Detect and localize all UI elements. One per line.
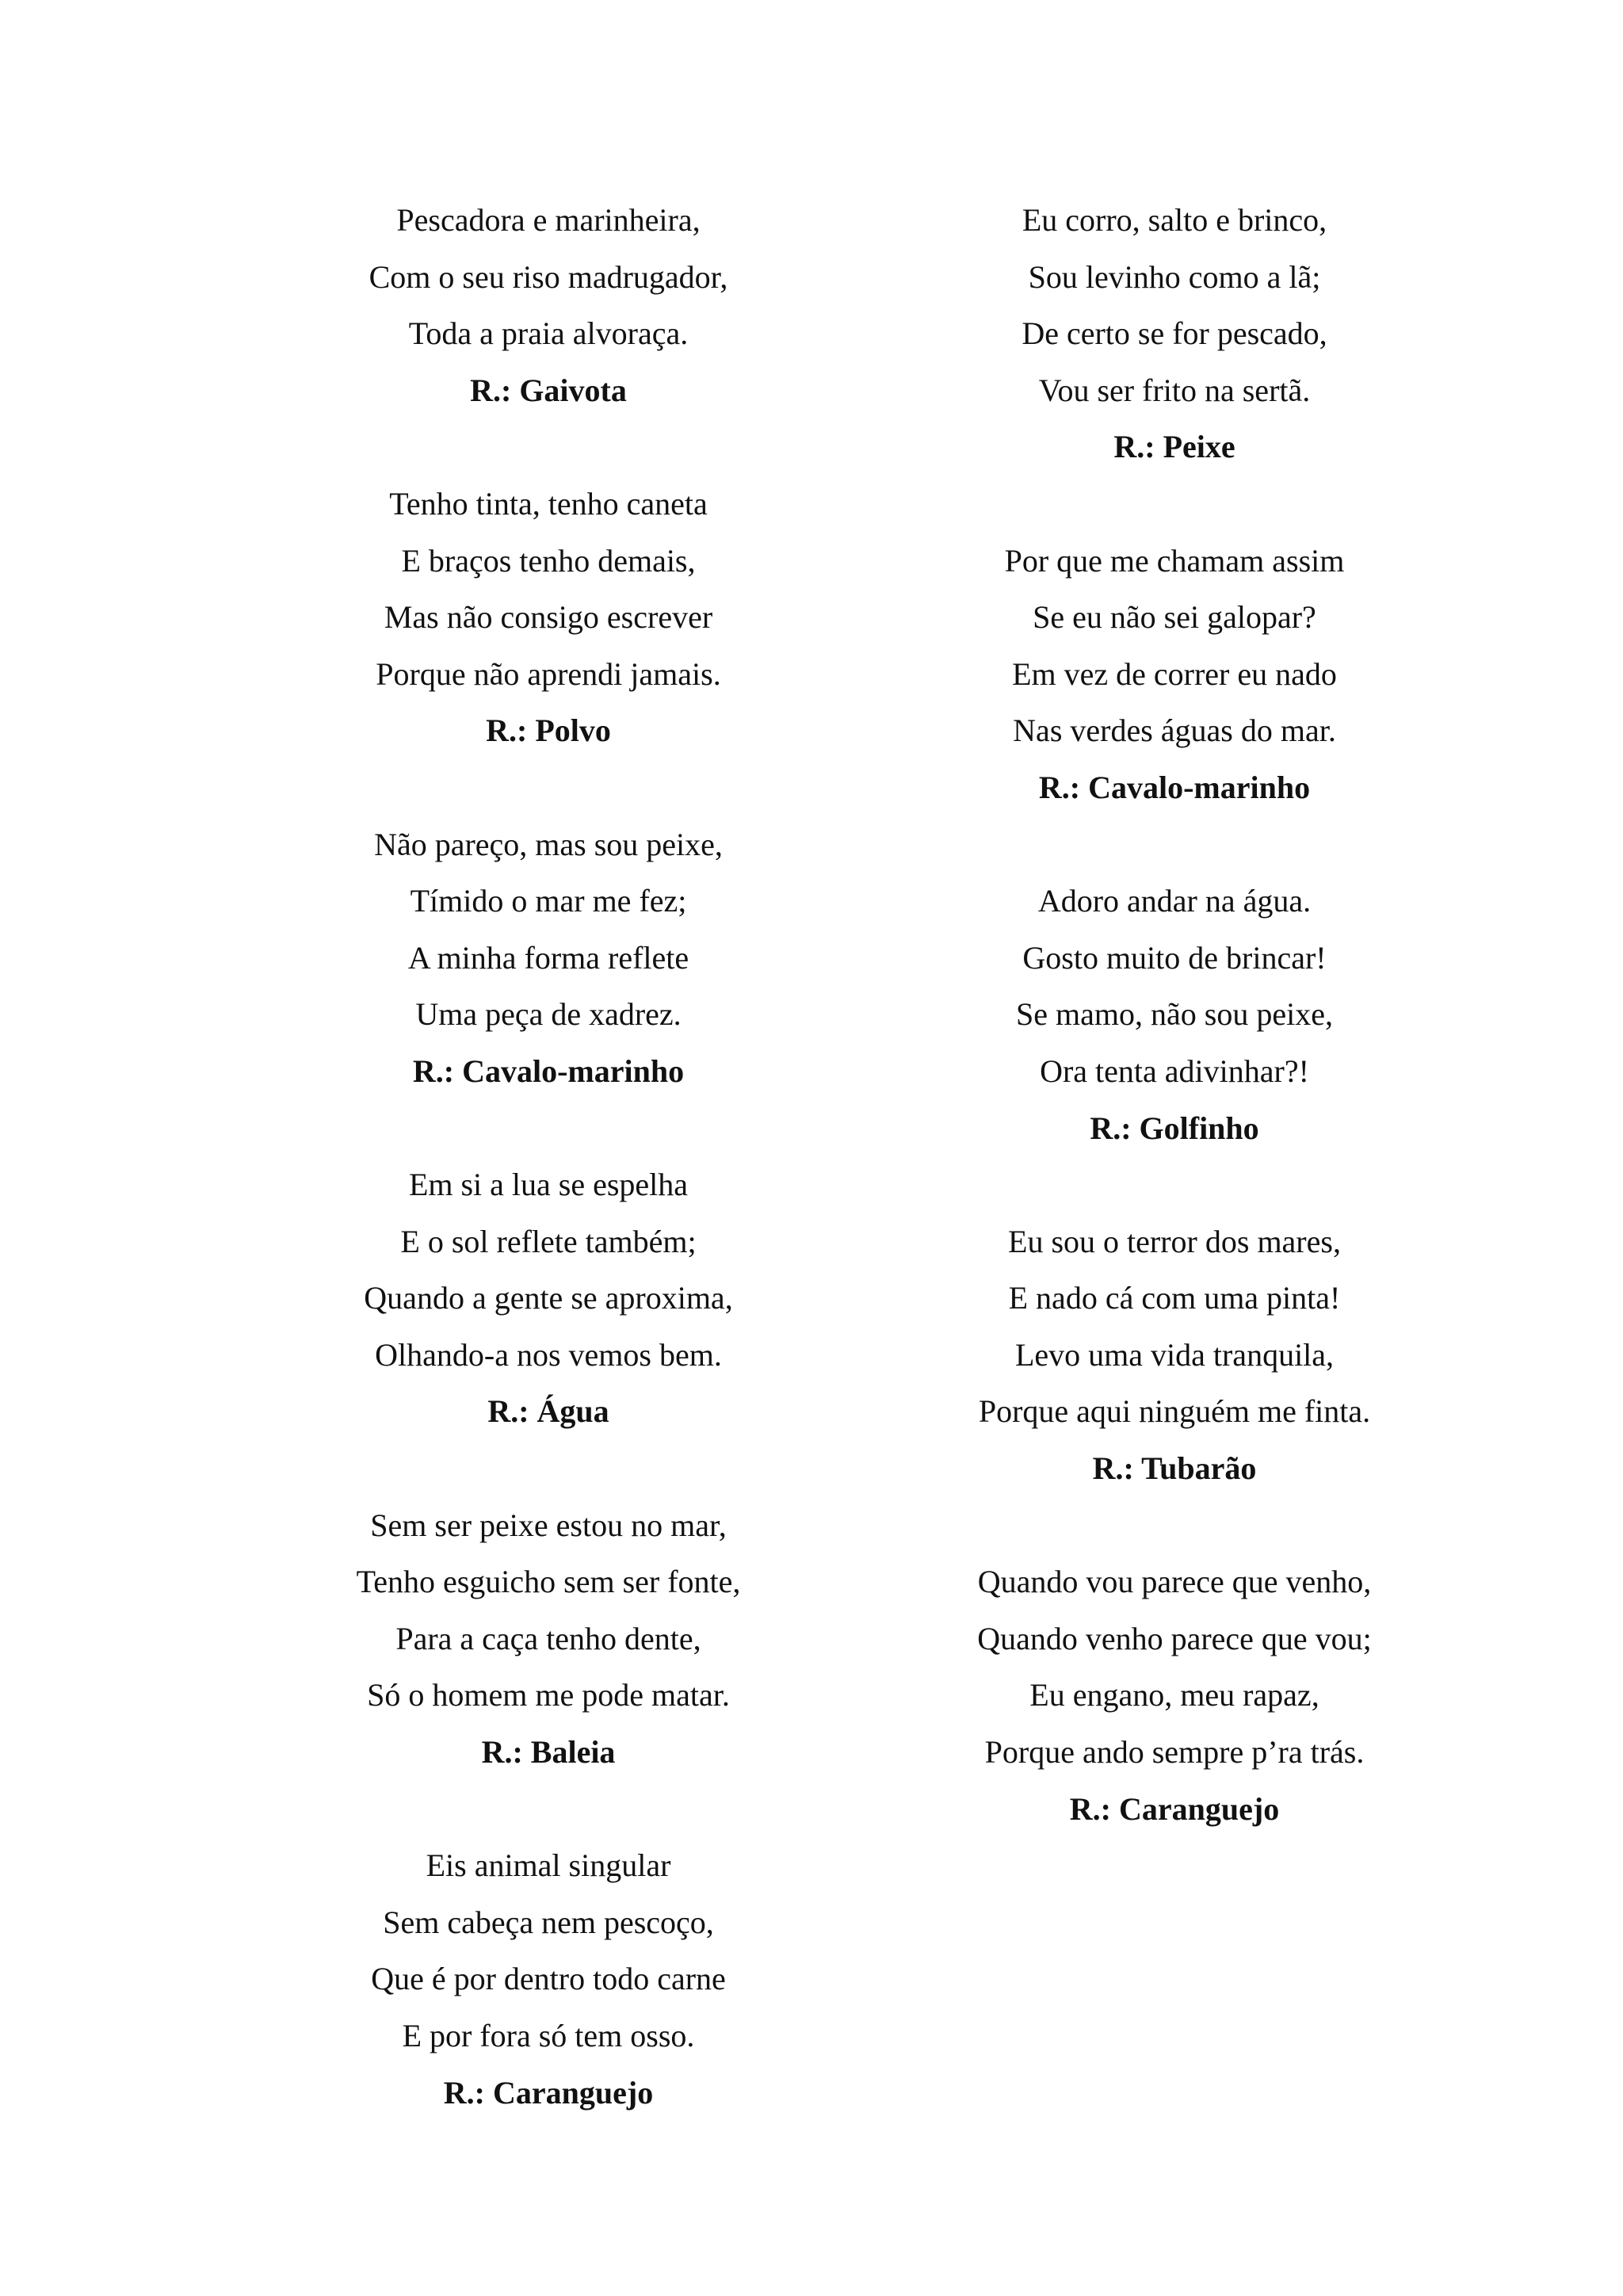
riddle <box>873 533 1476 816</box>
left-column <box>247 192 850 2178</box>
riddle-line: Levo uma vida tranquila, <box>1014 1336 1335 1373</box>
riddle <box>873 192 1476 476</box>
riddle-line: A minha forma reflete <box>407 939 689 976</box>
riddle-line: Só o homem me pode matar. <box>367 1677 730 1713</box>
riddle-line: Não pareço, mas sou peixe, <box>374 826 723 862</box>
riddle-line: Gosto muito de brincar! <box>1022 939 1327 976</box>
riddle-line: Vou ser frito na sertã. <box>1038 372 1311 408</box>
right-column <box>873 192 1476 1894</box>
riddle <box>247 192 850 418</box>
riddle-answer: R.: Golfinho <box>1090 1110 1259 1146</box>
riddle-line: Por que me chamam assim <box>1004 542 1345 579</box>
riddle-answer: R.: Água <box>487 1393 609 1430</box>
riddle-answer: R.: Caranguejo <box>443 2074 654 2111</box>
riddle-line: Porque aqui ninguém me finta. <box>978 1393 1371 1430</box>
riddle-answer: R.: Peixe <box>1113 429 1235 465</box>
riddle-line: Para a caça tenho dente, <box>395 1620 701 1656</box>
riddle-answer: R.: Cavalo-marinho <box>412 1052 685 1089</box>
riddle-line: Eu sou o terror dos mares, <box>1008 1223 1341 1259</box>
riddle <box>873 1213 1476 1497</box>
riddle-answer: R.: Tubarão <box>1092 1450 1257 1487</box>
riddle <box>247 1497 850 1781</box>
riddle <box>247 1156 850 1440</box>
riddle-line: Mas não consigo escrever <box>384 599 713 636</box>
riddle <box>247 1837 850 2121</box>
riddle-line: Com o seu riso madrugador, <box>369 258 728 295</box>
riddle-line: Tenho esguicho sem ser fonte, <box>356 1564 741 1600</box>
riddle-line: Em si a lua se espelha <box>408 1167 689 1203</box>
riddle-line: Quando venho parece que vou; <box>977 1620 1372 1656</box>
riddle-line: Uma peça de xadrez. <box>415 996 682 1033</box>
riddle-line: Sem ser peixe estou no mar, <box>370 1507 727 1543</box>
riddle <box>873 1553 1476 1837</box>
riddle-line: Tímido o mar me fez; <box>410 883 687 919</box>
riddle <box>247 476 850 759</box>
riddle-line: Tenho tinta, tenho caneta <box>389 485 708 521</box>
riddle-line: Nas verdes águas do mar. <box>1013 712 1336 749</box>
riddle-line: E o sol reflete também; <box>400 1223 697 1259</box>
riddle <box>873 873 1476 1156</box>
riddle-line: Se eu não sei galopar? <box>1033 599 1316 636</box>
riddle-line: Eu corro, salto e brinco, <box>1022 202 1327 238</box>
riddle-line: Eu engano, meu rapaz, <box>1029 1677 1319 1713</box>
riddle-line: Porque ando sempre p’ra trás. <box>984 1734 1365 1771</box>
riddle-line: Sou levinho como a lã; <box>1028 258 1321 295</box>
riddle-line: Toda a praia alvoraça. <box>408 315 689 352</box>
riddle-line: Que é por dentro todo carne <box>371 1961 726 1997</box>
riddle-line: Quando a gente se aproxima, <box>364 1280 733 1316</box>
riddle-line: E braços tenho demais, <box>401 542 696 579</box>
riddle-answer: R.: Caranguejo <box>1069 1790 1280 1827</box>
riddle-line: Adoro andar na água. <box>1037 883 1312 919</box>
riddle-line: De certo se for pescado, <box>1022 315 1327 352</box>
riddle-answer: R.: Baleia <box>481 1734 616 1771</box>
riddle-line: Se mamo, não sou peixe, <box>1016 996 1333 1033</box>
riddle-line: Quando vou parece que venho, <box>977 1564 1372 1600</box>
riddle <box>247 816 850 1100</box>
riddle-answer: R.: Cavalo-marinho <box>1038 769 1311 805</box>
riddle-line: Pescadora e marinheira, <box>396 202 701 238</box>
riddle-answer: R.: Gaivota <box>470 372 627 408</box>
riddle-answer: R.: Polvo <box>486 712 611 749</box>
riddle-line: Porque não aprendi jamais. <box>376 655 721 692</box>
riddle-line: Ora tenta adivinhar?! <box>1040 1052 1309 1089</box>
riddle-line: Em vez de correr eu nado <box>1012 655 1337 692</box>
riddle-line: E nado cá com uma pinta! <box>1008 1280 1341 1316</box>
riddle-line: Olhando-a nos vemos bem. <box>375 1336 722 1373</box>
riddle-line: E por fora só tem osso. <box>402 2018 695 2053</box>
riddle-line: Eis animal singular <box>426 1847 671 1884</box>
riddle-line: Sem cabeça nem pescoço, <box>383 1904 714 1940</box>
